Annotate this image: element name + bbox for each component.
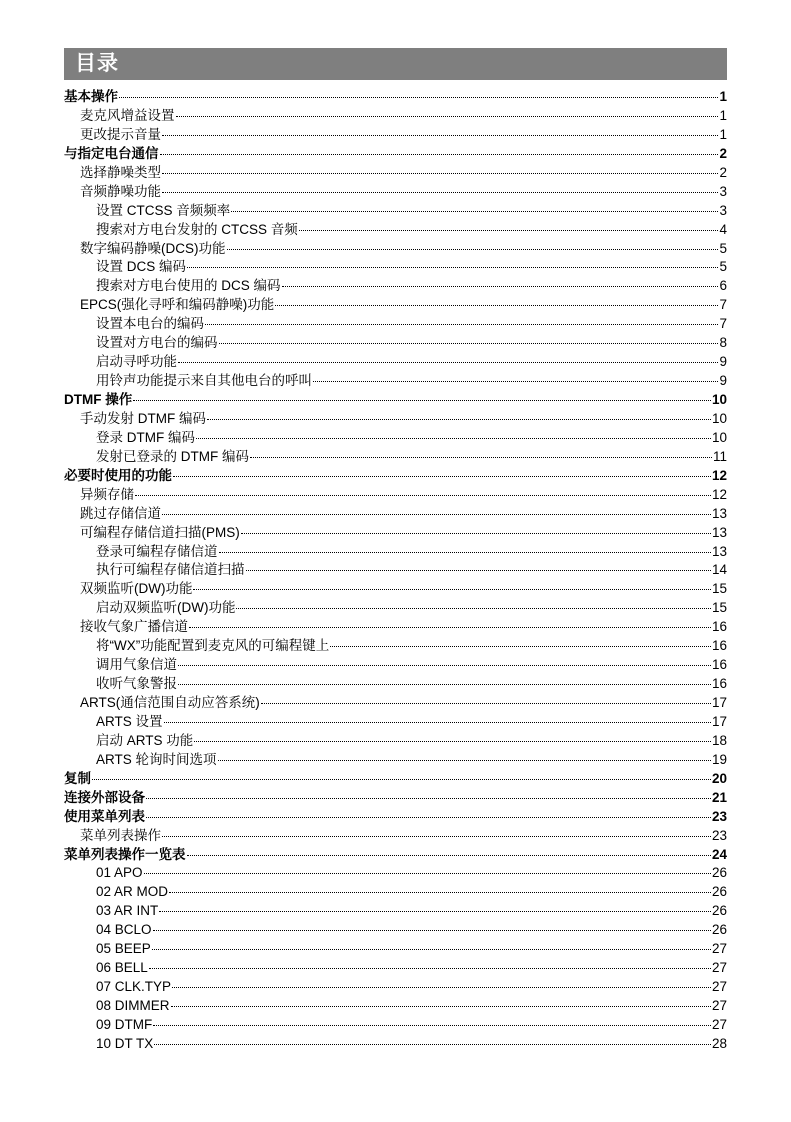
dot-leader <box>231 211 718 212</box>
toc-entry[interactable] <box>64 751 727 770</box>
toc-entry[interactable] <box>64 202 727 221</box>
toc-page-number: 19 <box>711 751 727 767</box>
toc-entry[interactable] <box>64 372 727 391</box>
dot-leader <box>207 419 711 420</box>
toc-entry-label: 音频静噪功能 <box>80 183 161 199</box>
dot-leader <box>227 249 719 250</box>
toc-entry-label: 使用菜单列表 <box>64 808 145 824</box>
dot-leader <box>187 267 718 268</box>
toc-entry[interactable] <box>64 107 727 126</box>
toc-entry[interactable] <box>64 240 727 259</box>
toc-page-number: 20 <box>711 770 727 786</box>
toc-entry[interactable] <box>64 978 727 997</box>
toc-entry[interactable] <box>64 164 727 183</box>
dot-leader <box>178 684 711 685</box>
toc-page-number: 16 <box>711 619 727 635</box>
dot-leader <box>154 1044 711 1045</box>
dot-leader <box>250 457 712 458</box>
toc-entry[interactable] <box>64 126 727 145</box>
toc-section-entry[interactable] <box>64 789 727 808</box>
toc-page-number: 5 <box>719 259 727 275</box>
toc-page-number: 27 <box>711 960 727 976</box>
toc-entry[interactable] <box>64 902 727 921</box>
toc-entry-label: 04 BCLO <box>96 922 152 938</box>
dot-leader <box>164 722 711 723</box>
dot-leader <box>205 324 718 325</box>
toc-page-number: 26 <box>711 903 727 919</box>
toc-entry[interactable] <box>64 410 727 429</box>
toc-entry-label: 01 APO <box>96 865 143 881</box>
toc-entry-label: 调用气象信道 <box>96 657 177 673</box>
toc-section-entry[interactable] <box>64 808 727 827</box>
dot-leader <box>152 949 711 950</box>
toc-entry-label: 更改提示音量 <box>80 126 161 142</box>
toc-entry-label: 必要时使用的功能 <box>64 467 172 483</box>
toc-entry[interactable] <box>64 334 727 353</box>
dot-leader <box>193 589 710 590</box>
toc-page-number: 12 <box>711 486 727 502</box>
dot-leader <box>153 930 711 931</box>
toc-entry[interactable] <box>64 732 727 751</box>
toc-page-number: 21 <box>711 789 727 805</box>
toc-entry-label: 登录 DTMF 编码 <box>96 429 195 445</box>
dot-leader <box>159 911 711 912</box>
toc-entry-label: 设置对方电台的编码 <box>96 335 218 351</box>
toc-page-number: 27 <box>711 941 727 957</box>
dot-leader <box>189 627 711 628</box>
toc-entry-label: 09 DTMF <box>96 1016 153 1032</box>
dot-leader <box>169 892 711 893</box>
dot-leader <box>187 855 711 856</box>
toc-page-number: 23 <box>711 827 727 843</box>
toc-entry-label: 双频监听(DW)功能 <box>80 581 193 597</box>
dot-leader <box>275 305 718 306</box>
dot-leader <box>172 987 711 988</box>
dot-leader <box>246 570 711 571</box>
toc-entry-label: 异频存储 <box>80 486 134 502</box>
toc-entry[interactable] <box>64 940 727 959</box>
toc-entry[interactable] <box>64 637 727 656</box>
toc-entry-label: 麦克风增益设置 <box>80 107 175 123</box>
toc-entry[interactable] <box>64 353 727 372</box>
toc-entry[interactable] <box>64 618 727 637</box>
toc-page-number: 4 <box>719 221 727 237</box>
toc-entry-label: ARTS(通信范围自动应答系统) <box>80 695 260 710</box>
toc-entry[interactable] <box>64 827 727 846</box>
toc-entry[interactable] <box>64 864 727 883</box>
toc-entry-label: 06 BELL <box>96 960 148 976</box>
toc-page-number: 18 <box>711 732 727 748</box>
dot-leader <box>153 1025 711 1026</box>
dot-leader <box>162 836 711 837</box>
toc-entry-label: 发射已登录的 DTMF 编码 <box>96 448 249 464</box>
dot-leader <box>135 495 711 496</box>
toc-page-number: 3 <box>719 202 727 218</box>
toc-page-number: 7 <box>719 316 727 332</box>
dot-leader <box>218 760 711 761</box>
toc-entry-label: 05 BEEP <box>96 941 151 957</box>
dot-leader <box>219 552 711 553</box>
toc-entry[interactable] <box>64 524 727 543</box>
toc-page-number: 1 <box>719 107 727 123</box>
toc-entry[interactable] <box>64 561 727 580</box>
dot-leader <box>146 817 711 818</box>
toc-entry[interactable] <box>64 1035 727 1054</box>
toc-entry-label: 手动发射 DTMF 编码 <box>80 410 206 426</box>
toc-entry-label: 跳过存储信道 <box>80 505 161 521</box>
toc-entry-label: 设置 CTCSS 音频频率 <box>96 202 231 218</box>
toc-entry[interactable] <box>64 429 727 448</box>
dot-leader <box>146 798 711 799</box>
toc-page-number: 10 <box>711 392 727 407</box>
toc-section-entry[interactable] <box>64 846 727 865</box>
toc-entry-label: 登录可编程存储信道 <box>96 543 218 559</box>
toc-entry-label: 接收气象广播信道 <box>80 619 188 635</box>
dot-leader <box>313 381 718 382</box>
toc-entry-label: 用铃声功能提示来自其他电台的呼叫 <box>96 373 312 389</box>
toc-entry-label: 启动寻呼功能 <box>96 354 177 370</box>
toc-entry-label: 将“WX”功能配置到麦克风的可编程键上 <box>96 638 330 654</box>
toc-entry-label: 07 CLK.TYP <box>96 979 172 995</box>
toc-entry-label: ARTS 轮询时间选项 <box>96 751 217 767</box>
toc-page-number: 9 <box>719 373 727 389</box>
toc-entry-label: 启动双频监听(DW)功能 <box>96 600 236 616</box>
dot-leader <box>133 400 711 401</box>
dot-leader <box>173 476 711 477</box>
dot-leader <box>236 608 710 609</box>
dot-leader <box>171 1006 711 1007</box>
dot-leader <box>178 665 711 666</box>
toc-page-number: 24 <box>711 846 727 862</box>
toc-entry[interactable] <box>64 713 727 732</box>
toc-page-number: 2 <box>719 164 727 180</box>
toc-section-entry[interactable] <box>64 467 727 486</box>
toc-page-number: 28 <box>711 1035 727 1051</box>
toc-page-number: 27 <box>711 979 727 995</box>
toc-entry-label: 收听气象警报 <box>96 676 177 692</box>
toc-list <box>64 88 727 1054</box>
dot-leader <box>241 533 711 534</box>
dot-leader <box>330 646 711 647</box>
toc-page-number: 5 <box>719 240 727 256</box>
toc-entry[interactable] <box>64 883 727 902</box>
toc-entry[interactable] <box>64 296 727 315</box>
toc-page-number: 26 <box>711 865 727 881</box>
toc-title: 目录 <box>75 52 119 75</box>
toc-page-number: 6 <box>719 278 727 294</box>
dot-leader <box>162 514 711 515</box>
toc-entry-label: 菜单列表操作 <box>80 827 161 843</box>
toc-entry-label: 搜索对方电台发射的 CTCSS 音频 <box>96 221 298 237</box>
toc-entry[interactable] <box>64 656 727 675</box>
toc-page-number: 7 <box>719 297 727 313</box>
toc-entry[interactable] <box>64 505 727 524</box>
toc-entry-label: EPCS(强化寻呼和编码静噪)功能 <box>80 297 275 313</box>
toc-entry-label: 启动 ARTS 功能 <box>96 732 194 748</box>
dot-leader <box>144 873 711 874</box>
toc-title-bar <box>64 48 727 80</box>
dot-leader <box>160 154 719 155</box>
toc-entry[interactable] <box>64 921 727 940</box>
toc-entry[interactable] <box>64 997 727 1016</box>
toc-page-number: 27 <box>711 998 727 1013</box>
toc-entry[interactable] <box>64 1016 727 1035</box>
toc-entry-label: 02 AR MOD <box>96 884 169 900</box>
toc-page-number: 10 <box>711 410 727 426</box>
toc-entry-label: 数字编码静噪(DCS)功能 <box>80 240 226 256</box>
toc-page-number: 15 <box>711 581 727 597</box>
dot-leader <box>149 968 711 969</box>
toc-page-number: 1 <box>719 89 727 104</box>
toc-page-number: 27 <box>711 1016 727 1032</box>
toc-page-number: 12 <box>711 467 727 483</box>
dot-leader <box>261 703 711 704</box>
toc-entry[interactable] <box>64 599 727 618</box>
toc-entry[interactable] <box>64 183 727 202</box>
toc-page-number: 2 <box>719 145 727 161</box>
toc-entry-label: 连接外部设备 <box>64 789 145 805</box>
dot-leader <box>162 173 718 174</box>
toc-page-number: 15 <box>711 600 727 616</box>
toc-entry-label: 10 DT TX <box>96 1035 154 1051</box>
toc-section-entry[interactable] <box>64 145 727 164</box>
toc-page-number: 16 <box>711 676 727 692</box>
toc-page-number: 11 <box>712 448 727 464</box>
toc-section-entry[interactable] <box>64 391 727 410</box>
toc-section-entry[interactable] <box>64 770 727 789</box>
toc-entry-label: 03 AR INT <box>96 903 159 919</box>
toc-entry[interactable] <box>64 315 727 334</box>
toc-page-number: 14 <box>711 562 727 578</box>
toc-page-number: 3 <box>719 183 727 199</box>
toc-entry-label: 复制 <box>64 770 91 786</box>
toc-entry-label: 执行可编程存储信道扫描 <box>96 562 245 578</box>
toc-entry[interactable] <box>64 277 727 296</box>
toc-entry[interactable] <box>64 675 727 694</box>
toc-entry[interactable] <box>64 221 727 240</box>
dot-leader <box>196 438 711 439</box>
dot-leader <box>299 230 719 231</box>
toc-page-number: 16 <box>711 657 727 673</box>
toc-section-entry[interactable] <box>64 88 727 107</box>
dot-leader <box>92 779 711 780</box>
toc-entry[interactable] <box>64 694 727 713</box>
toc-entry-label: DTMF 操作 <box>64 392 133 407</box>
toc-page-number: 16 <box>711 638 727 654</box>
toc-entry-label: 菜单列表操作一览表 <box>64 846 186 862</box>
toc-page-number: 9 <box>719 354 727 370</box>
toc-entry-label: 设置 DCS 编码 <box>96 259 187 275</box>
toc-entry-label: 选择静噪类型 <box>80 164 161 180</box>
toc-entry-label: 可编程存储信道扫描(PMS) <box>80 524 240 540</box>
toc-entry-label: 设置本电台的编码 <box>96 316 204 332</box>
toc-page-number: 26 <box>711 884 727 900</box>
toc-page-number: 13 <box>711 524 727 540</box>
toc-page-number: 17 <box>711 713 727 729</box>
toc-page-number: 26 <box>711 922 727 938</box>
toc-entry-label: ARTS 设置 <box>96 713 163 729</box>
dot-leader <box>119 97 718 98</box>
toc-entry-label: 08 DIMMER <box>96 998 170 1013</box>
toc-entry[interactable] <box>64 580 727 599</box>
toc-entry[interactable] <box>64 448 727 467</box>
toc-page-number: 13 <box>711 543 727 559</box>
dot-leader <box>178 362 718 363</box>
dot-leader <box>162 135 718 136</box>
toc-entry-label: 搜索对方电台使用的 DCS 编码 <box>96 278 281 294</box>
toc-page-number: 13 <box>711 505 727 521</box>
toc-entry[interactable] <box>64 486 727 505</box>
toc-entry[interactable] <box>64 258 727 277</box>
dot-leader <box>219 343 719 344</box>
toc-page-number: 10 <box>711 429 727 445</box>
dot-leader <box>282 286 719 287</box>
dot-leader <box>194 741 711 742</box>
toc-page-number: 8 <box>719 335 727 351</box>
toc-page-number: 23 <box>711 808 727 824</box>
toc-entry[interactable] <box>64 543 727 562</box>
toc-page-number: 1 <box>719 126 727 142</box>
toc-entry-label: 与指定电台通信 <box>64 145 159 161</box>
dot-leader <box>176 116 719 117</box>
toc-entry[interactable] <box>64 959 727 978</box>
dot-leader <box>162 192 718 193</box>
toc-page-number: 17 <box>711 695 727 710</box>
toc-entry-label: 基本操作 <box>64 89 118 104</box>
